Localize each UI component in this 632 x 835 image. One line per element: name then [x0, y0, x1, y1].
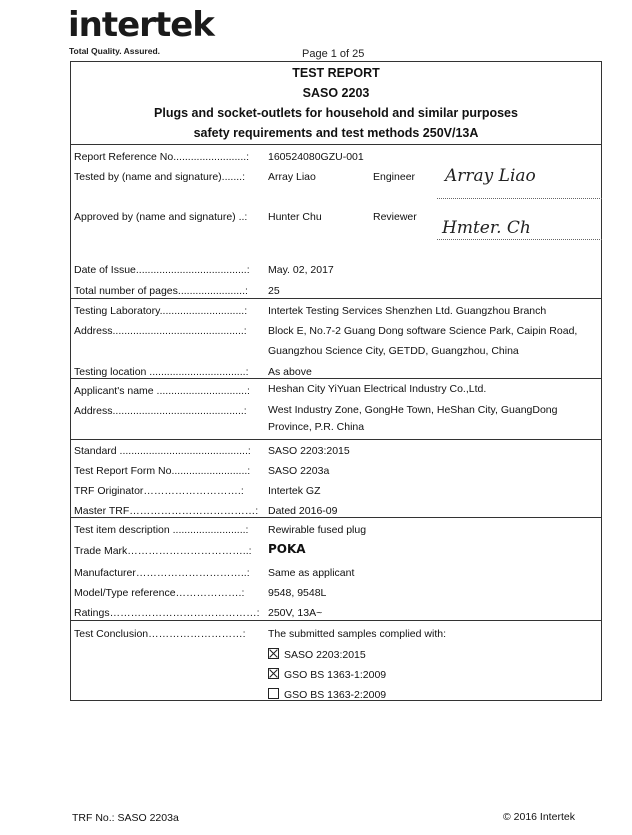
approved-by-value: Hunter Chu [268, 211, 322, 223]
report-subtitle-1: Plugs and socket-outlets for household and similar purposes [154, 106, 518, 120]
trf-no-label: Test Report Form No..........................: [74, 465, 251, 477]
conclusion-label: Test Conclusion………………………: [74, 628, 246, 640]
standard-value: SASO 2203:2015 [268, 445, 350, 457]
trade-mark-label: Trade Mark……………………………..: [74, 545, 252, 557]
testing-location-label: Testing location .................................: [74, 366, 249, 378]
test-item-label: Test item description .........................: [74, 524, 249, 536]
logo-tagline: Total Quality. Assured. [69, 46, 160, 56]
applicant-name-value: Heshan City YiYuan Electrical Industry Co.,Ltd. [268, 383, 487, 395]
trf-originator-label: TRF Originator……………………….: [74, 485, 244, 497]
master-trf-value: Dated 2016-09 [268, 505, 338, 517]
ratings-label: Ratings……………………………………: [74, 607, 260, 619]
report-title-block [70, 63, 602, 143]
trf-originator-value: Intertek GZ [268, 485, 321, 497]
date-of-issue-value: May. 02, 2017 [268, 264, 334, 276]
report-standard: SASO 2203 [302, 86, 370, 100]
lab-address-label: Address.............................................: [74, 325, 247, 337]
reviewer-signature: Hmter. Ch [442, 218, 531, 238]
divider [70, 517, 602, 518]
lab-address-line1: Block E, No.7-2 Guang Dong software Science Park, Caipin Road, [268, 325, 578, 337]
testing-location-value: As above [268, 366, 312, 378]
divider [70, 144, 602, 145]
date-of-issue-label: Date of Issue......................................: [74, 264, 250, 276]
tested-by-label: Tested by (name and signature).......: [74, 171, 246, 183]
logo-wordmark: intertek [68, 5, 214, 45]
footer-copyright: © 2016 Intertek [503, 811, 575, 823]
tested-by-value: Array Liao [268, 171, 316, 183]
conclusion-item [268, 688, 386, 701]
applicant-address-label: Address.............................................: [74, 405, 247, 417]
divider [70, 378, 602, 379]
testing-lab-label: Testing Laboratory.............................: [74, 305, 248, 317]
conclusion-intro: The submitted samples complied with: [268, 628, 446, 640]
signature-line [437, 239, 602, 240]
tested-by-role: Engineer [373, 171, 416, 183]
report-ref-label: Report Reference No.........................: [74, 151, 250, 163]
total-pages-value: 25 [268, 285, 280, 297]
applicant-address-line1: West Industry Zone, GongHe Town, HeShan City, GuangDong [268, 404, 558, 416]
conclusion-item [268, 648, 366, 661]
checkbox-unchecked-icon [268, 688, 279, 699]
conclusion-item-text: SASO 2203:2015 [284, 649, 366, 661]
testing-lab-value: Intertek Testing Services Shenzhen Ltd. Guangzhou Branch [268, 305, 547, 317]
report-ref-value: 160524080GZU-001 [268, 151, 364, 163]
divider [70, 298, 602, 299]
report-title: TEST REPORT [292, 66, 380, 80]
report-subtitle-2: safety requirements and test methods 250V/13A [193, 126, 479, 140]
divider [70, 439, 602, 440]
applicant-address-line2: Province, P.R. China [268, 421, 365, 433]
model-label: Model/Type reference……………….: [74, 587, 245, 599]
standard-label: Standard ............................................: [74, 445, 251, 457]
checkbox-checked-icon [268, 648, 279, 659]
engineer-signature: Array Liao [445, 166, 536, 186]
page-indicator: Page 1 of 25 [302, 48, 365, 60]
manufacturer-label: Manufacturer…………………………..: [74, 567, 250, 579]
intertek-logo [68, 6, 214, 44]
approved-by-role: Reviewer [373, 211, 417, 223]
ratings-value: 250V, 13A~ [268, 607, 323, 619]
lab-address-line2: Guangzhou Science City, GETDD, Guangzhou, China [268, 345, 519, 357]
checkbox-checked-icon [268, 668, 279, 679]
test-item-value: Rewirable fused plug [268, 524, 367, 536]
trade-mark-logo: POKA [268, 542, 306, 556]
applicant-name-label: Applicant's name ...............................: [74, 385, 250, 397]
total-pages-label: Total number of pages.......................: [74, 285, 248, 297]
conclusion-item [268, 668, 386, 681]
conclusion-item-text: GSO BS 1363-2:2009 [284, 689, 387, 701]
approved-by-label: Approved by (name and signature) ..: [74, 211, 248, 223]
model-value: 9548, 9548L [268, 587, 327, 599]
manufacturer-value: Same as applicant [268, 567, 355, 579]
divider [70, 620, 602, 621]
master-trf-label: Master TRF………………………………: [74, 505, 259, 517]
signature-line [437, 198, 602, 199]
conclusion-item-text: GSO BS 1363-1:2009 [284, 669, 387, 681]
trf-no-value: SASO 2203a [268, 465, 330, 477]
footer-trf-number: TRF No.: SASO 2203a [72, 812, 179, 824]
